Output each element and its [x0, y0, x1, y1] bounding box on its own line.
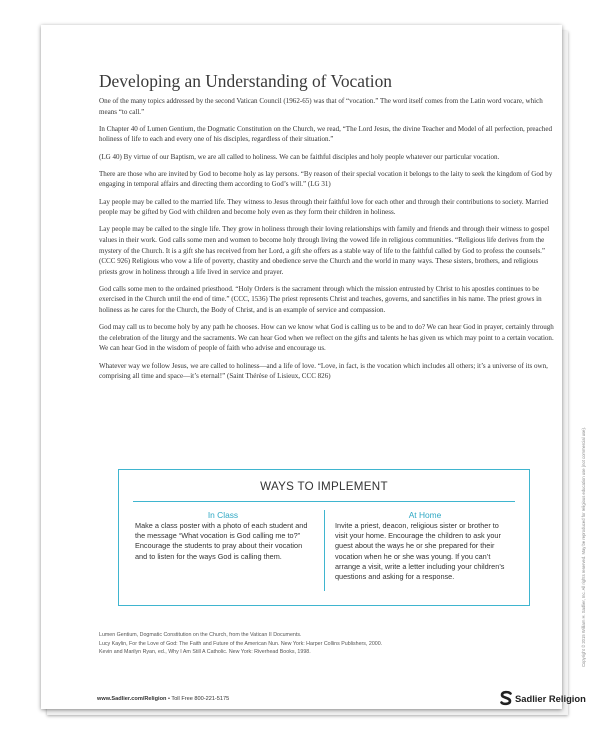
sadlier-s-icon	[500, 691, 512, 705]
credit-line: Lumen Gentium, Dogmatic Constitution on the Church, from the Vatican II Documents.	[99, 632, 302, 638]
footer-contact	[97, 696, 229, 702]
at-home-heading: At Home	[408, 510, 442, 520]
paragraph: Lay people may be called to the single life. They grow in holiness through their loving relationships with family and friends and through their witness to gospel values in their work. God calls some men and women to become holy through living the vowed life in religious communities. “Religious life derives from the mystery of the Church. It is a gift she has received from her Lord, a gift she offers as a stable way of life to the faithful called by God to profess the counsels.” (CCC 926) Religious who vow a life of poverty, chastity and obedience serve the Church and the world in many ways. These sisters, brothers, and religious priests grow in holiness through a life lived in service and prayer.	[99, 225, 550, 276]
ways-to-implement-box	[118, 469, 530, 606]
paragraph: In Chapter 40 of Lumen Gentium, the Dogmatic Constitution on the Church, we read, “The Lord Jesus, the divine Teacher and Model of all perfection, preached holiness of life to each and every one of his disciples, regardless of their situation.”	[99, 124, 552, 144]
paragraph: There are those who are invited by God to become holy as lay persons. “By reason of their special vocation it belongs to the laity to seek the kingdom of God by engaging in temporal affairs and directing them according to God’s will.” (LG 31)	[99, 169, 553, 189]
in-class-text: Make a class poster with a photo of each student and the message “What vocation is God calling me to?” Encourage the students to pray about their vocation and to listen for the ways God is calling them.	[135, 521, 308, 561]
document-title: Developing an Understanding of Vocation	[99, 71, 393, 91]
paragraph: God calls some men to the ordained priesthood. “Holy Orders is the sacrament through which the mission entrusted by Christ to his apostles continues to be exercised in the Church until the end of time.” (CCC, 1536) The priest represents Christ and teaches, governs, and sanctifies in his name. The priest grows in holiness as he cares for the Church, the Body of Christ, and is an example of service and compassion.	[99, 284, 542, 315]
worksheet-page	[41, 25, 586, 709]
toll-free-number: • Toll Free 800-221-5175	[167, 696, 230, 702]
paragraph: (LG 40) By virtue of our Baptism, we are all called to holiness. We can be faithful disciples and holy people whatever our particular vocation.	[99, 152, 500, 161]
in-class-heading: In Class	[207, 510, 239, 520]
paragraph: Lay people may be called to the married life. They witness to Jesus through their faithful love for each other and through their contributions to society. Married people may be gifted by God with children and become holy even as they form their children in holiness.	[99, 197, 549, 217]
copyright-notice: Copyright © 2015 William H. Sadlier, Inc. All rights reserved. May be reproduced for religious education use (not commercial use).	[581, 426, 586, 667]
sadlier-logo	[500, 690, 586, 706]
source-credits	[99, 631, 519, 657]
credit-line: Kevin and Marilyn Ryan, ed., Why I Am Still A Catholic. New York: Riverhead Books, 1998.	[99, 649, 311, 656]
ways-to-implement-title: WAYS TO IMPLEMENT	[260, 480, 388, 493]
at-home-text: Invite a priest, deacon, religious sister or brother to visit your home. Encourage the children to ask your guest about the ways he or she prepared for their vocation when he or she was young. If you can’t arrange a visit, write a letter including your children’s questions and asking for a response.	[335, 521, 505, 582]
paragraph: Whatever way we follow Jesus, we are called to holiness—and a life of love. “Love, in fact, is the vocation which includes all others; it’s a universe of its own, comprising all time and space—it’s eternal!” (Saint Thérèse of Lisieux, CCC 826)	[99, 361, 548, 381]
document-body	[99, 96, 555, 388]
website-link[interactable]: www.Sadlier.com/Religion	[97, 696, 167, 702]
paragraph: One of the many topics addressed by the second Vatican Council (1962-65) was that of “vocation.” The word itself comes from the Latin word vocare, which means “to call.”	[99, 97, 543, 116]
paragraph: God may call us to become holy by any path he chooses. How can we know what God is calling us to be and to do? We can hear God in prayer, certainly through the celebration of the liturgy and the sacraments. We can hear God when we reflect on the gifts and talents he has given us which may point to a certain vocation. We can hear God in the wisdom of people of faith who advise and encourage us.	[99, 323, 554, 353]
credit-line: Lucy Kaylin, For the Love of God: The Faith and Future of the American Nun. New York: Harper Collins Publishers, 2000.	[99, 640, 383, 647]
divider	[133, 501, 515, 502]
column-divider	[324, 510, 325, 591]
brand-name: Sadlier Religion	[515, 692, 586, 704]
